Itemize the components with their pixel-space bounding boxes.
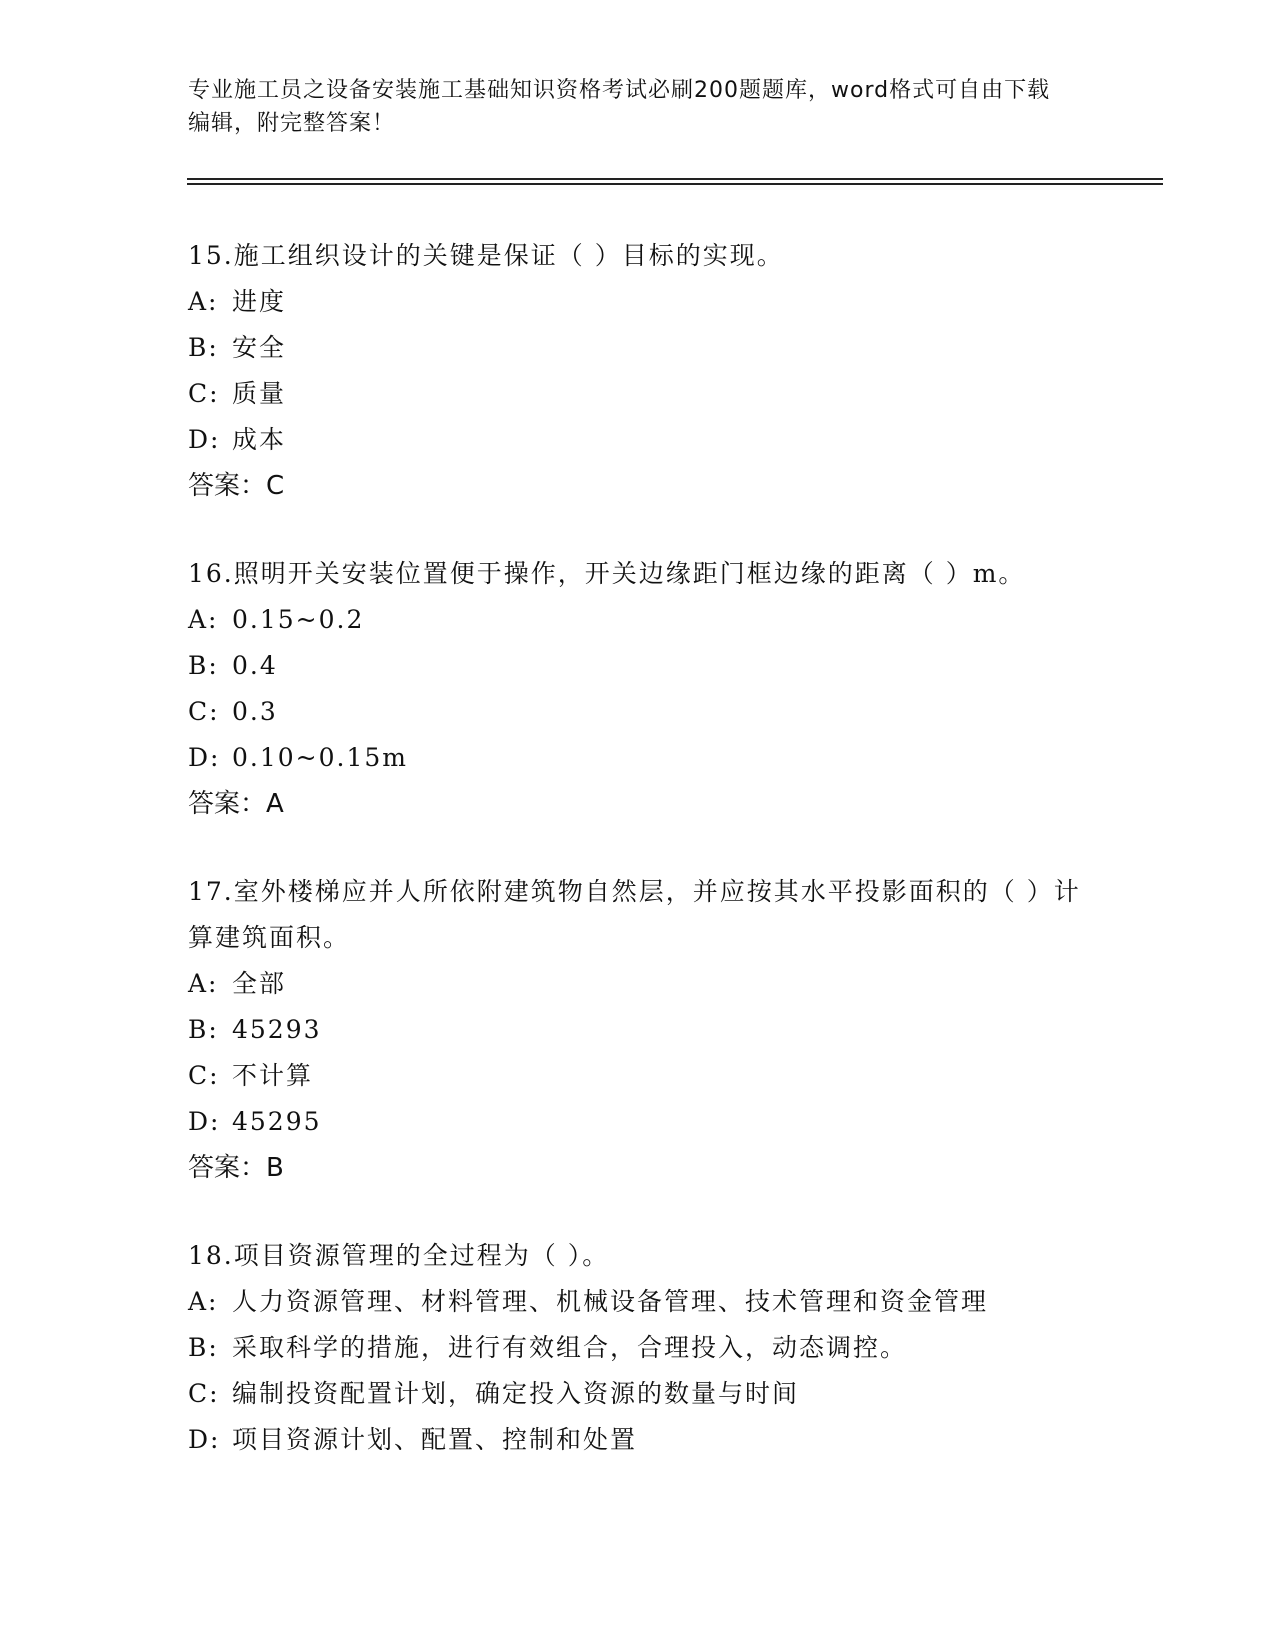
option-b xyxy=(188,643,1088,689)
option-list xyxy=(188,1279,1088,1463)
option-letter: D: xyxy=(188,1107,221,1136)
option-d xyxy=(188,1417,1088,1463)
answer-line: 答案：C xyxy=(188,471,285,501)
option-text: 45293 xyxy=(232,1015,322,1044)
option-letter: A: xyxy=(188,969,219,998)
option-letter: B: xyxy=(188,333,219,362)
option-text: 编制投资配置计划，确定投入资源的数量与时间 xyxy=(232,1379,800,1408)
question-stem: 15.施工组织设计的关键是保证（ ）目标的实现。 xyxy=(188,241,784,270)
option-b xyxy=(188,1325,1088,1371)
option-letter: C: xyxy=(188,1379,220,1408)
option-text: 质量 xyxy=(232,379,287,408)
header-divider-bottom xyxy=(187,183,1163,185)
question-17 xyxy=(188,869,1088,1191)
option-a xyxy=(188,961,1088,1007)
option-text: 成本 xyxy=(232,425,287,454)
document-title: 专业施工员之设备安装施工基础知识资格考试必刷200题题库，word格式可自由下载编辑，附完整答案！ xyxy=(188,78,1051,136)
option-text: 进度 xyxy=(232,287,287,316)
question-stem: 17.室外楼梯应并人所依附建筑物自然层，并应按其水平投影面积的（ ）计算建筑面积。 xyxy=(188,877,1081,952)
option-letter: C: xyxy=(188,1061,220,1090)
option-d xyxy=(188,735,1088,781)
option-text: 采取科学的措施，进行有效组合，合理投入，动态调控。 xyxy=(232,1333,908,1362)
option-c xyxy=(188,371,1088,417)
question-16 xyxy=(188,551,1088,827)
option-d xyxy=(188,417,1088,463)
question-stem: 18.项目资源管理的全过程为（ ）。 xyxy=(188,1241,610,1270)
option-c xyxy=(188,689,1088,735)
question-stem: 16.照明开关安装位置便于操作，开关边缘距门框边缘的距离（ ）m。 xyxy=(188,559,1026,588)
option-letter: B: xyxy=(188,1015,219,1044)
option-a xyxy=(188,1279,1088,1325)
option-letter: D: xyxy=(188,1425,221,1454)
option-text: 项目资源计划、配置、控制和处置 xyxy=(232,1425,638,1454)
option-text: 0.3 xyxy=(232,697,278,726)
option-letter: A: xyxy=(188,1287,219,1316)
answer-line: 答案：A xyxy=(188,789,284,819)
option-letter: C: xyxy=(188,379,220,408)
option-d xyxy=(188,1099,1088,1145)
answer-line: 答案：B xyxy=(188,1153,284,1183)
option-text: 0.15~0.2 xyxy=(232,605,365,634)
option-letter: A: xyxy=(188,605,219,634)
option-c xyxy=(188,1053,1088,1099)
option-a xyxy=(188,279,1088,325)
question-15 xyxy=(188,233,1088,509)
option-b xyxy=(188,325,1088,371)
option-a xyxy=(188,597,1088,643)
option-text: 0.10~0.15m xyxy=(232,743,408,772)
option-letter: B: xyxy=(188,651,219,680)
option-text: 安全 xyxy=(232,333,287,362)
option-list xyxy=(188,279,1088,463)
option-text: 45295 xyxy=(232,1107,322,1136)
option-letter: B: xyxy=(188,1333,219,1362)
document-header xyxy=(188,74,1068,140)
option-text: 0.4 xyxy=(232,651,278,680)
option-b xyxy=(188,1007,1088,1053)
question-list xyxy=(188,233,1088,1505)
option-text: 全部 xyxy=(232,969,287,998)
option-c xyxy=(188,1371,1088,1417)
question-18 xyxy=(188,1233,1088,1463)
option-letter: A: xyxy=(188,287,219,316)
option-text: 不计算 xyxy=(232,1061,314,1090)
option-letter: D: xyxy=(188,425,221,454)
option-letter: C: xyxy=(188,697,220,726)
option-list xyxy=(188,961,1088,1145)
option-text: 人力资源管理、材料管理、机械设备管理、技术管理和资金管理 xyxy=(232,1287,989,1316)
option-letter: D: xyxy=(188,743,221,772)
option-list xyxy=(188,597,1088,781)
header-divider-top xyxy=(187,178,1163,180)
